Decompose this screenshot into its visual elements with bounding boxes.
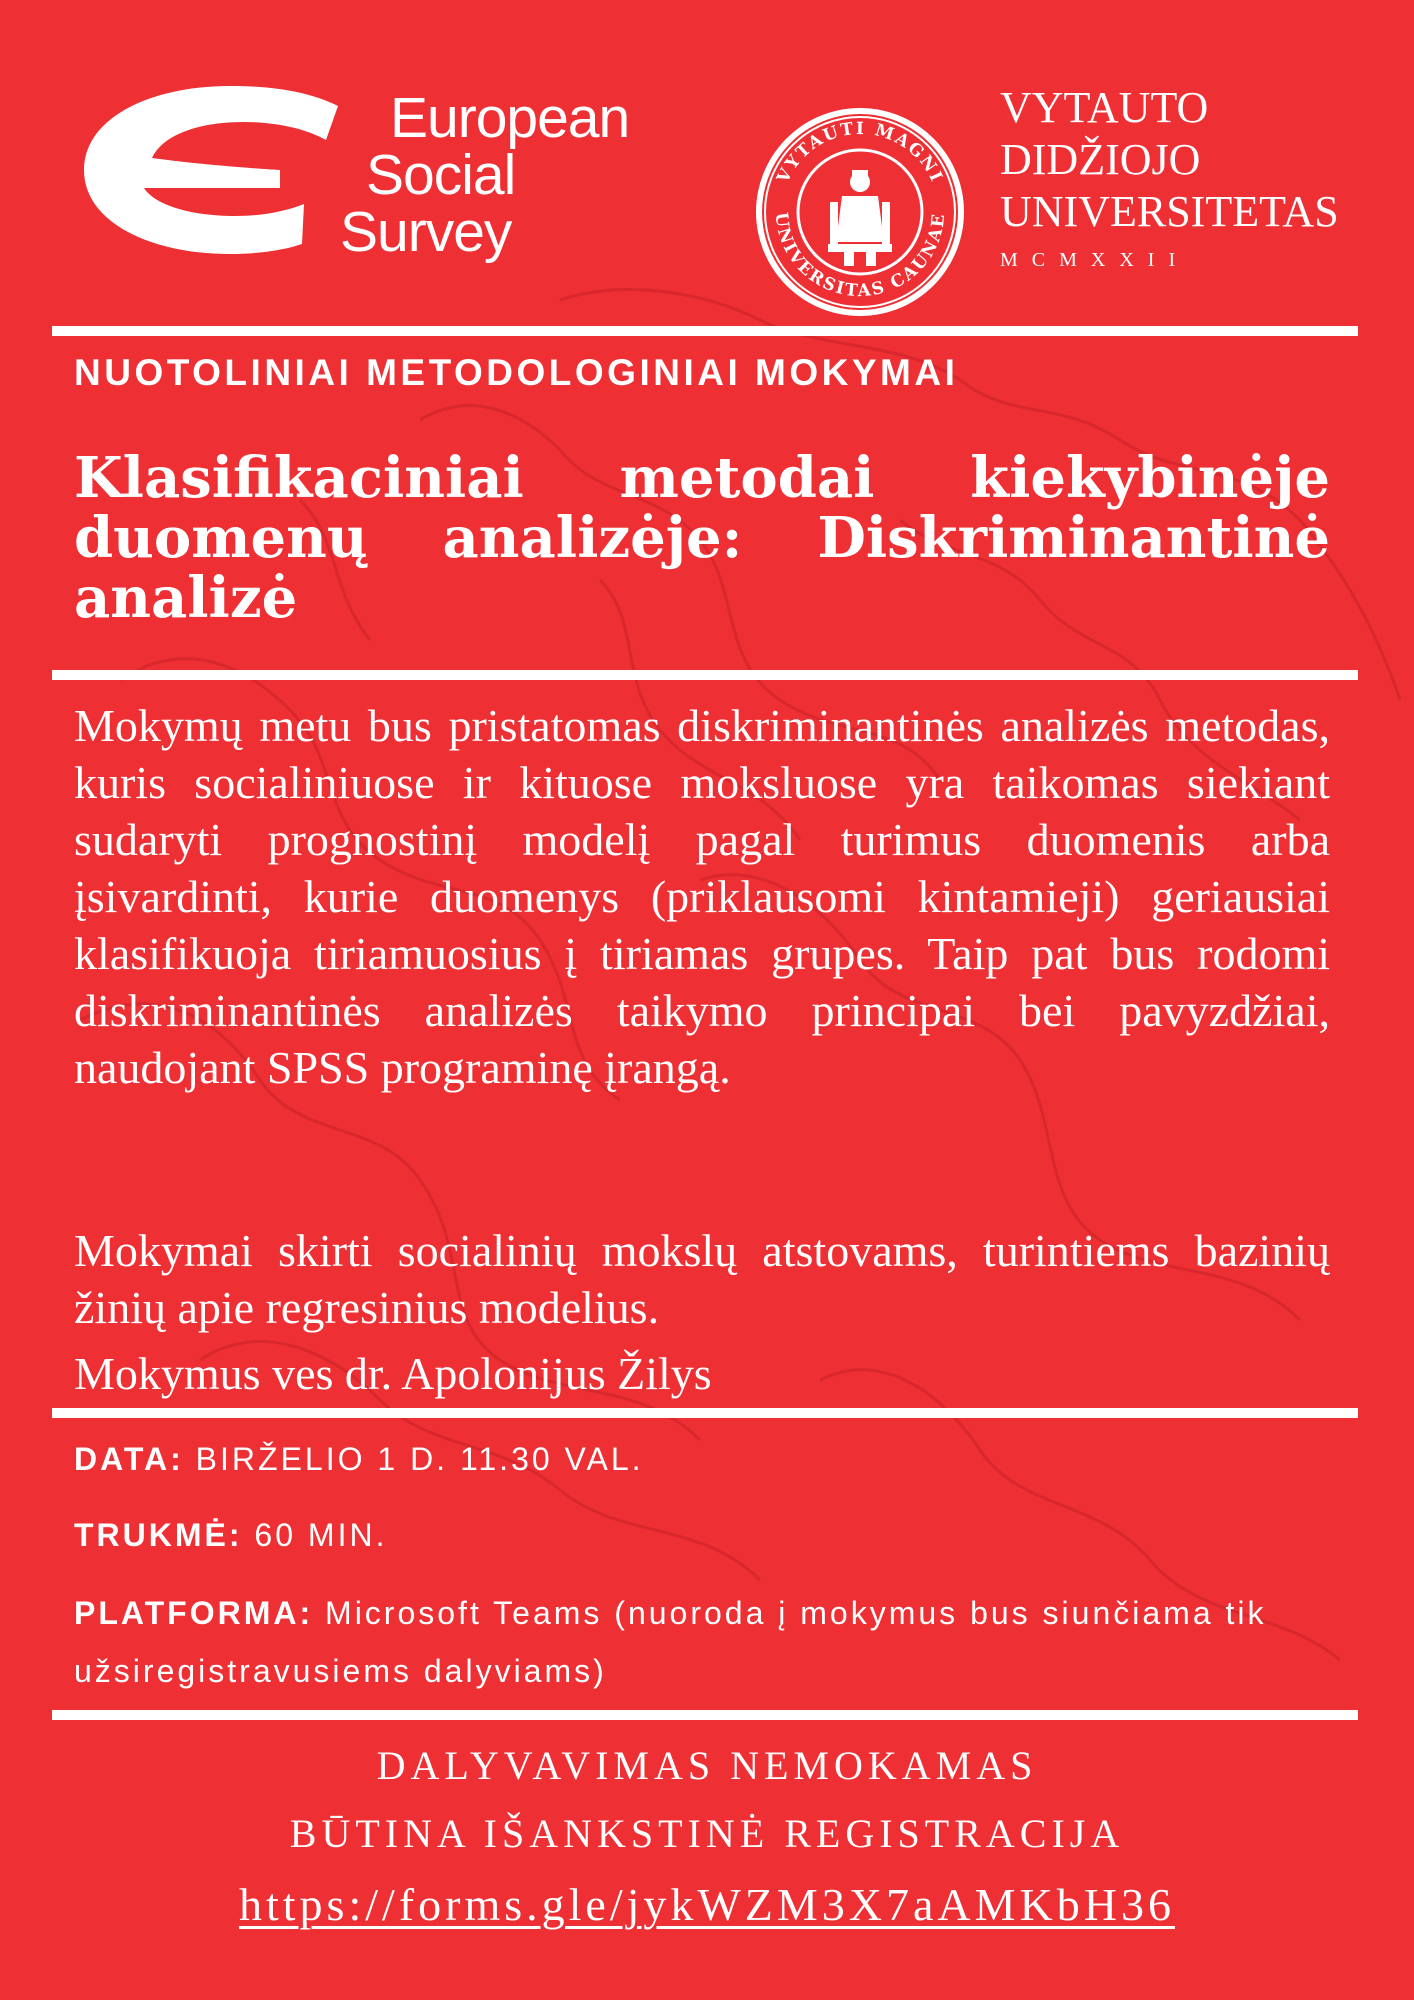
kicker: NUOTOLINIAI METODOLOGINIAI MOKYMAI bbox=[74, 352, 959, 393]
description-paragraph-1: Mokymų metu bus pristatomas diskriminantinės analizės metodas, kuris socialiniuose ir kituose moksluose yra taikomas siekiant sudaryti prognostinį modelį pagal turimus duomenis arba įsivardinti, kurie duomenys (priklausomi kintamieji) geriausiai klasifikuoja tiriamuosius į tiriamas grupes. Taip pat bus rodomi diskriminantinės analizės taikymo principai bei pavyzdžiai, naudojant SPSS programinę įrangą. bbox=[74, 700, 1330, 1093]
date-row bbox=[74, 1430, 1344, 1488]
registration-link[interactable]: https://forms.gle/jykWZM3X7aAMKbH36 bbox=[239, 1879, 1175, 1930]
platform-row bbox=[74, 1584, 1344, 1700]
ess-logo-text bbox=[330, 86, 630, 264]
divider-details bbox=[52, 1408, 1358, 1418]
divider-top bbox=[52, 326, 1358, 336]
vdu-roman-year: MCMXXII bbox=[1000, 249, 1190, 271]
divider-title bbox=[52, 670, 1358, 680]
date-label: DATA: bbox=[74, 1441, 184, 1477]
university-seal-icon bbox=[752, 104, 968, 320]
vdu-line-1: VYTAUTO bbox=[1000, 83, 1209, 132]
ess-line-2: Social bbox=[366, 143, 516, 207]
duration-label: TRUKMĖ: bbox=[74, 1517, 243, 1553]
seal-ring-bottom: UNIVERSITAS CAUNAE bbox=[770, 211, 950, 302]
duration-value: 60 MIN. bbox=[254, 1517, 388, 1553]
participation-free: DALYVAVIMAS NEMOKAMAS bbox=[376, 1743, 1038, 1788]
description-paragraph-2: Mokymai skirti socialinių mokslų atstovams, turintiems bazinių žinių apie regresinius modelius. bbox=[74, 1225, 1330, 1333]
date-value: BIRŽELIO 1 D. 11.30 VAL. bbox=[195, 1441, 644, 1477]
vdu-line-3: UNIVERSITETAS bbox=[1000, 187, 1339, 236]
ess-logo-icon bbox=[80, 86, 340, 256]
university-logo-text bbox=[1000, 82, 1339, 272]
ess-line-1: European bbox=[390, 86, 630, 150]
header bbox=[0, 60, 1414, 310]
duration-row bbox=[74, 1506, 1344, 1564]
lecturer: Mokymus ves dr. Apolonijus Žilys bbox=[74, 1348, 712, 1399]
divider-footer bbox=[52, 1710, 1358, 1720]
seal-ring-top: VYTAUTI MAGNI bbox=[773, 118, 947, 187]
registration-required: BŪTINA IŠANKSTINĖ REGISTRACIJA bbox=[289, 1811, 1125, 1856]
ess-line-3: Survey bbox=[340, 200, 512, 264]
platform-label: PLATFORMA: bbox=[74, 1595, 314, 1631]
vdu-line-2: DIDŽIOJO bbox=[1000, 135, 1201, 184]
platform-value: Microsoft Teams (nuoroda į mokymus bus siunčiama tik užsiregistravusiems dalyviams) bbox=[74, 1595, 1267, 1689]
page-title: Klasifikaciniai metodai kiekybinėje duomenų analizėje: Diskriminantinė analizė bbox=[74, 445, 1330, 631]
